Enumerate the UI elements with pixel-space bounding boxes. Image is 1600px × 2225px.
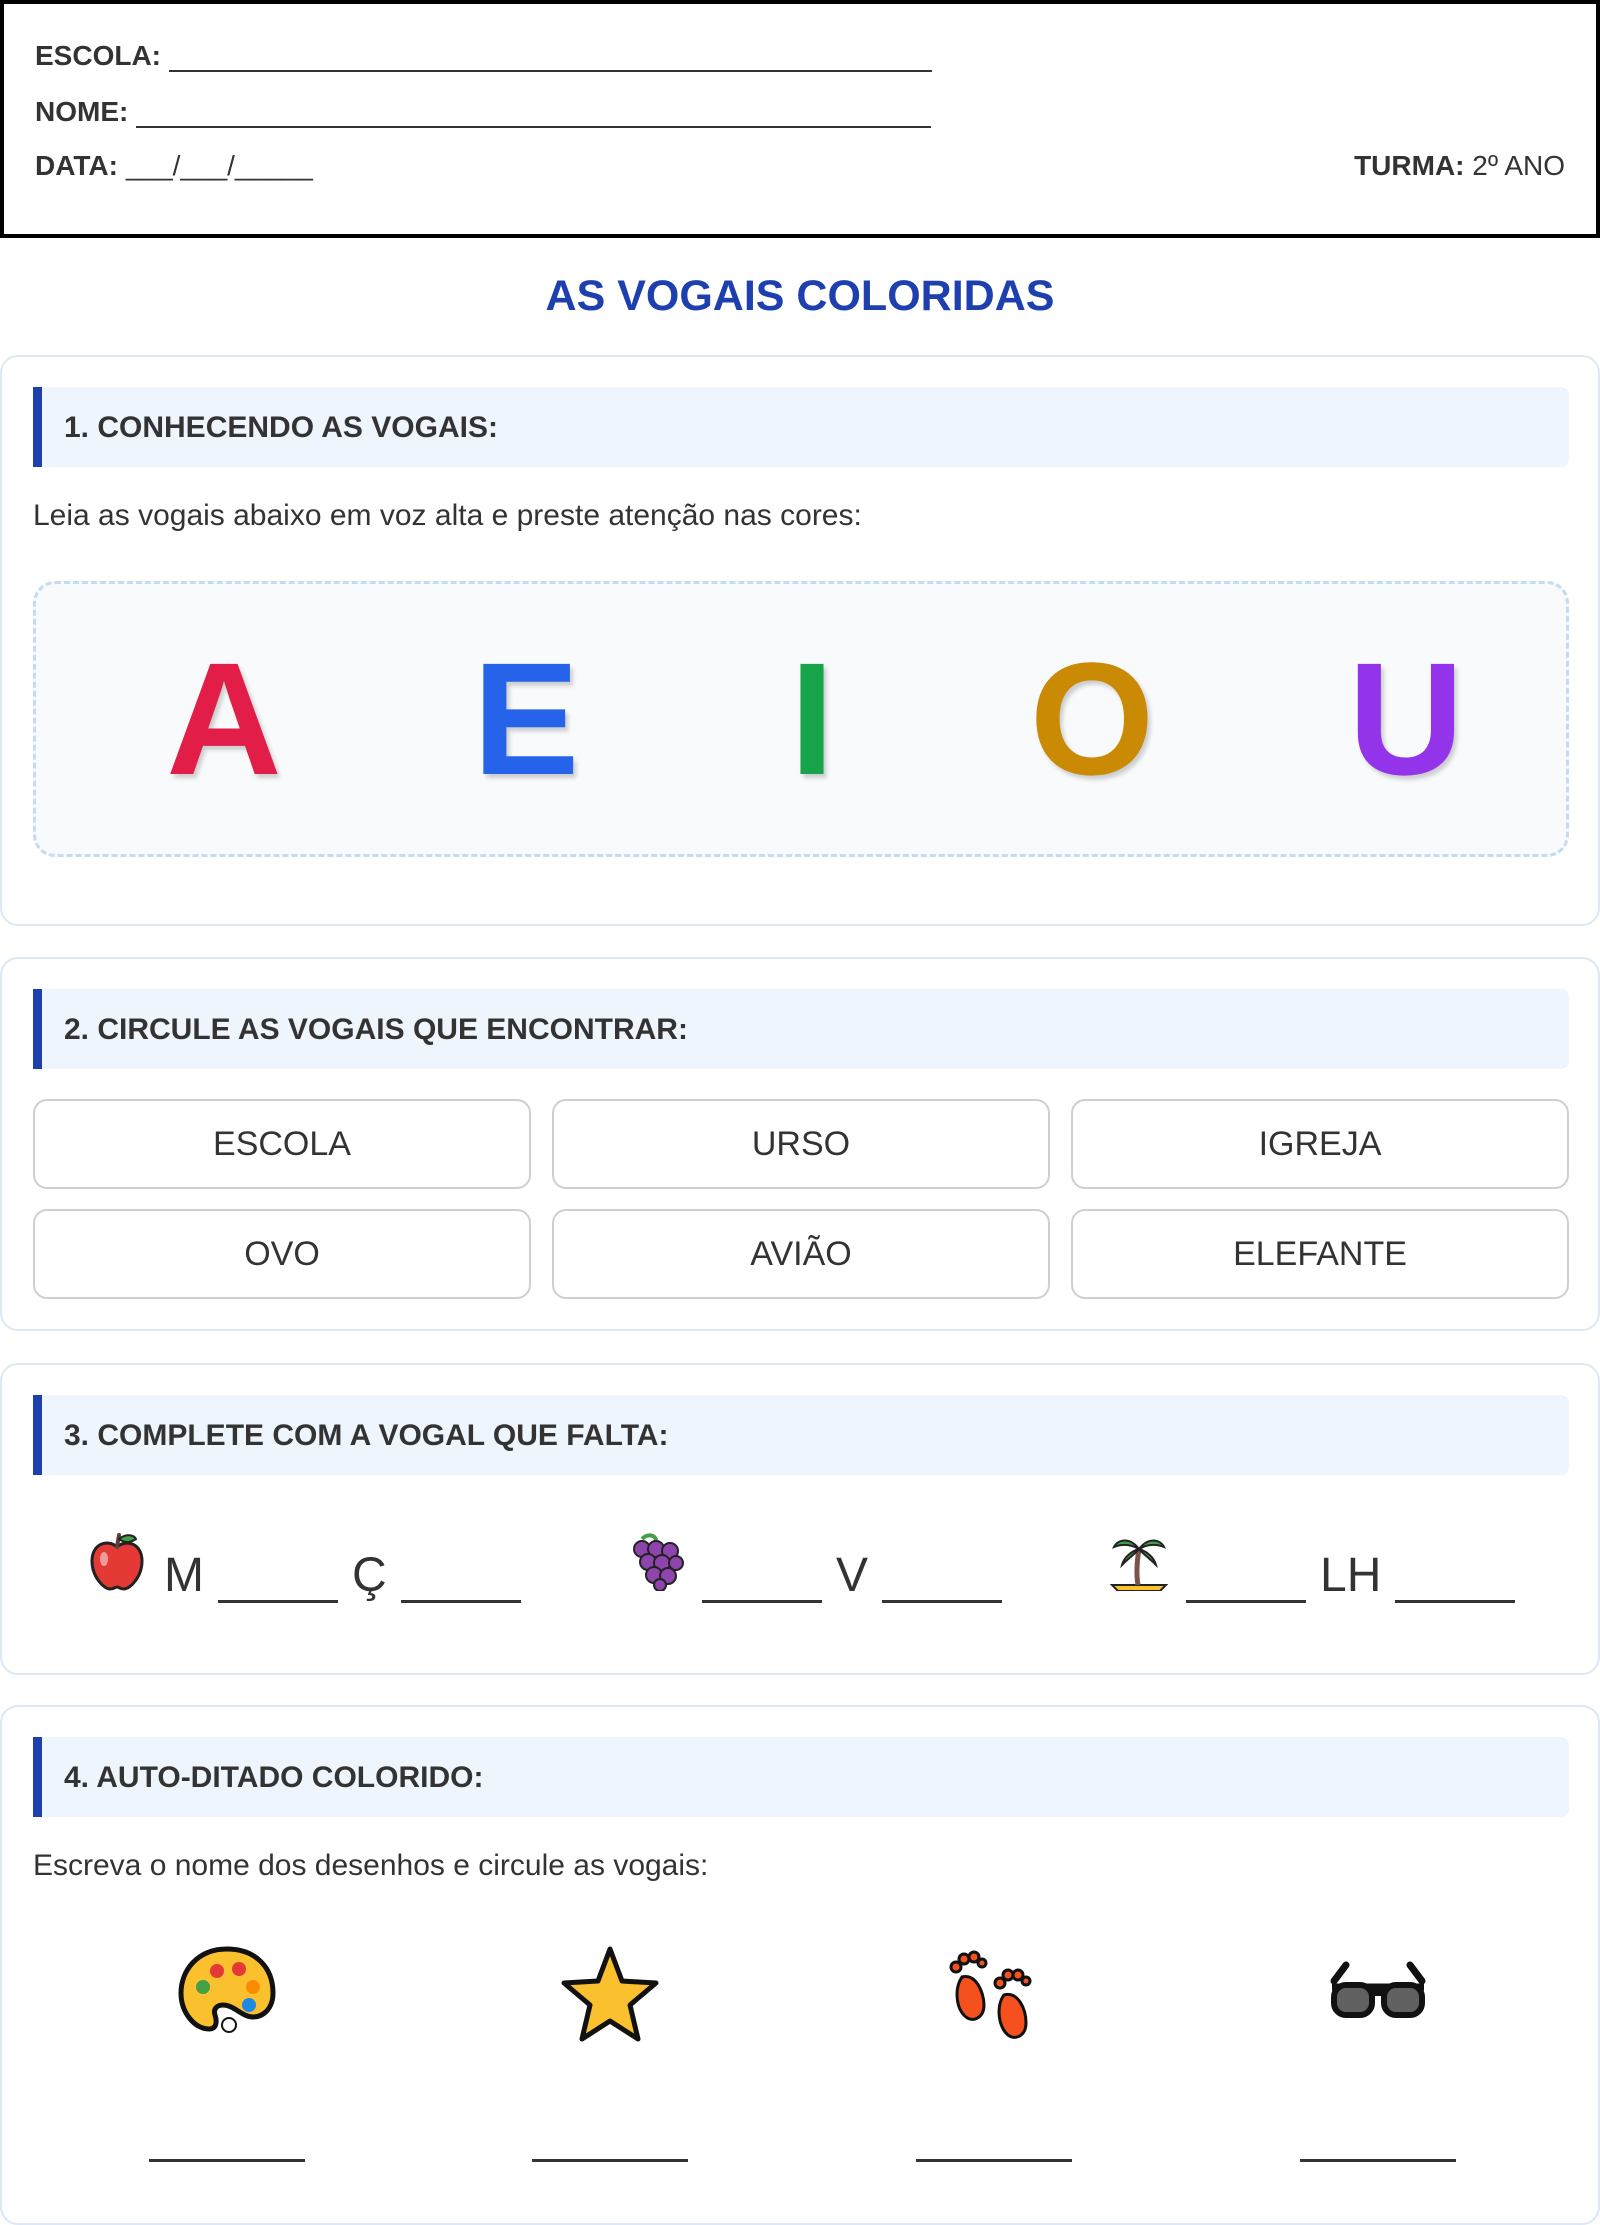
page-title: AS VOGAIS COLORIDAS [545, 272, 1055, 320]
section-2-header [33, 989, 1569, 1069]
escola-row [35, 40, 932, 72]
section-3-title: 3. COMPLETE COM A VOGAL QUE FALTA: [64, 1419, 669, 1452]
section-1-instruction: Leia as vogais abaixo em voz alta e preste atenção nas cores: [33, 499, 862, 532]
section-auto-dictation [0, 1705, 1600, 2225]
section-4-instruction: Escreva o nome dos desenhos e circule as vogais: [33, 1849, 709, 1882]
fill-item-island [1110, 1533, 1529, 1603]
section-circle-vowels [0, 957, 1600, 1331]
word-card[interactable]: ELEFANTE [1071, 1209, 1569, 1299]
section-4-header [33, 1737, 1569, 1817]
section-3-header [33, 1395, 1569, 1475]
word-part: V [836, 1549, 869, 1602]
section-4-title: 4. AUTO-DITADO COLORIDO: [64, 1761, 484, 1794]
blank-line[interactable] [401, 1553, 521, 1603]
turma-value: 2º ANO [1472, 150, 1565, 181]
answer-line[interactable] [149, 2159, 305, 2162]
nome-label: NOME: [35, 96, 129, 127]
glasses-icon [1326, 1943, 1430, 2052]
fill-item-grapes [626, 1533, 1016, 1603]
word-card[interactable]: URSO [552, 1099, 1050, 1189]
word-part: M [164, 1549, 204, 1602]
section-1-title: 1. CONHECENDO AS VOGAIS: [64, 411, 498, 444]
data-field[interactable]: ___/___/_____ [125, 150, 313, 181]
star-icon [558, 1943, 662, 2052]
apple-icon [88, 1531, 146, 1603]
vowel-e: E [472, 629, 580, 808]
vowel-u: U [1348, 629, 1464, 808]
word-card[interactable]: AVIÃO [552, 1209, 1050, 1299]
word-part: Ç [351, 1549, 387, 1602]
nome-field[interactable] [136, 102, 931, 128]
section-complete-vowel [0, 1363, 1600, 1675]
turma-row [1354, 150, 1565, 182]
section-1-header [33, 387, 1569, 467]
word-card[interactable]: IGREJA [1071, 1099, 1569, 1189]
escola-field[interactable] [169, 46, 932, 72]
turma-label: TURMA: [1354, 150, 1465, 181]
section-vowels [0, 355, 1600, 926]
data-row [35, 150, 313, 182]
answer-line[interactable] [1300, 2159, 1456, 2162]
worksheet-header [0, 0, 1600, 238]
drawing-item [1298, 1943, 1458, 2052]
drawing-item [914, 1943, 1074, 2052]
blank-line[interactable] [1186, 1553, 1306, 1603]
palette-icon [175, 1943, 279, 2052]
blank-line[interactable] [1395, 1553, 1515, 1603]
answer-line[interactable] [916, 2159, 1072, 2162]
footprints-icon [942, 1943, 1046, 2052]
blank-line[interactable] [882, 1553, 1002, 1603]
vowel-i: I [789, 629, 835, 808]
island-icon [1110, 1531, 1168, 1603]
grapes-icon [626, 1531, 684, 1603]
section-2-title: 2. CIRCULE AS VOGAIS QUE ENCONTRAR: [64, 1013, 688, 1046]
word-card[interactable]: OVO [33, 1209, 531, 1299]
escola-label: ESCOLA: [35, 40, 161, 71]
data-label: DATA: [35, 150, 118, 181]
vowel-a: A [166, 629, 282, 808]
drawing-item [530, 1943, 690, 2052]
fill-item-apple [88, 1533, 535, 1603]
answer-line[interactable] [532, 2159, 688, 2162]
word-card[interactable]: ESCOLA [33, 1099, 531, 1189]
vowel-o: O [1029, 629, 1155, 808]
vowels-display [33, 581, 1569, 857]
blank-line[interactable] [702, 1553, 822, 1603]
word-part: LH [1320, 1549, 1382, 1602]
nome-row [35, 96, 931, 128]
drawing-item [147, 1943, 307, 2052]
blank-line[interactable] [218, 1553, 338, 1603]
